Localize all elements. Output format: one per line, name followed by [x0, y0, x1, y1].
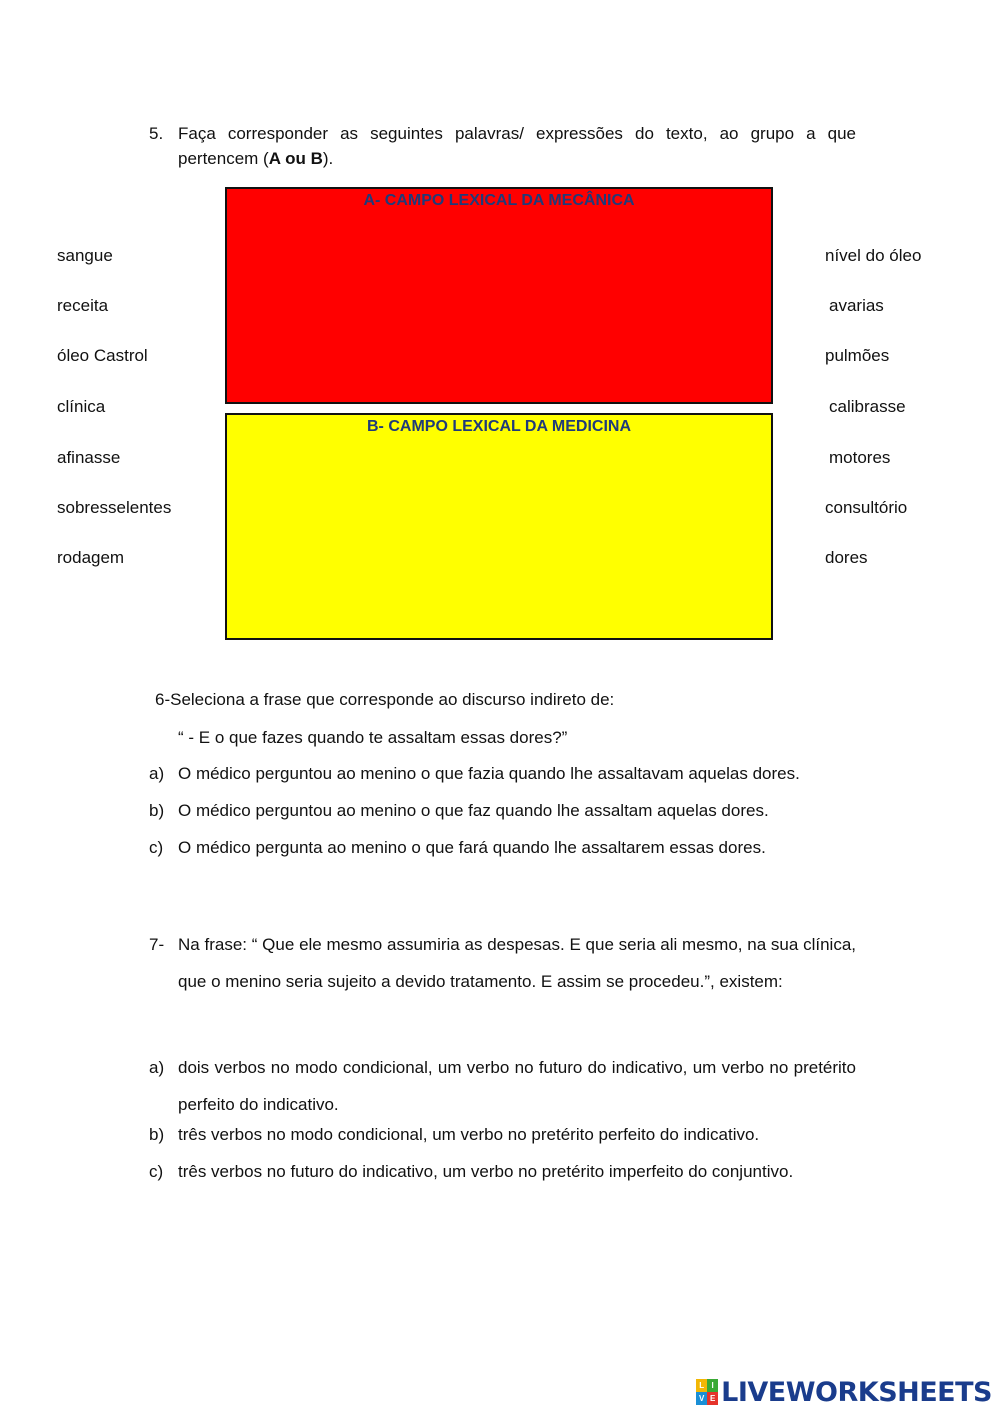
word-right-4[interactable]: calibrasse — [829, 397, 906, 416]
word-right-7[interactable]: dores — [825, 548, 868, 567]
question-5-line2: pertencem (A ou B). — [178, 149, 334, 168]
word-left-1[interactable]: sangue — [57, 246, 113, 265]
question-7-text: Na frase: “ Que ele mesmo assumiria as despesas. E que seria ali mesmo, na sua clínica, que o menino seria sujeito a devido tratamento. E assim se procedeu.”, existem: — [178, 935, 856, 991]
liveworksheets-logo-text: LIVEWORKSHEETS — [721, 1376, 992, 1408]
question-6-title: 6-Seleciona a frase que corresponde ao discurso indireto de: — [155, 690, 615, 709]
word-left-5[interactable]: afinasse — [57, 448, 121, 467]
box-a-title: A- CAMPO LEXICAL DA MECÂNICA — [363, 192, 635, 209]
option-label: c) — [149, 1162, 164, 1181]
question-5-line1: Faça corresponder as seguintes palavras/ expressões do texto, ao grupo a que — [178, 124, 856, 143]
question-7-option-a[interactable] — [149, 1049, 856, 1123]
word-right-1[interactable]: nível do óleo — [825, 246, 922, 265]
option-text: três verbos no modo condicional, um verbo no pretérito perfeito do indicativo. — [178, 1125, 760, 1144]
option-label: a) — [149, 764, 165, 783]
word-right-5[interactable]: motores — [829, 448, 891, 467]
liveworksheets-logo[interactable] — [696, 1374, 992, 1410]
option-text: O médico perguntou ao menino o que fazia quando lhe assaltavam aquelas dores. — [178, 764, 800, 783]
option-label: b) — [149, 1125, 165, 1144]
question-5-number: 5. — [149, 124, 164, 143]
word-left-2[interactable]: receita — [57, 296, 109, 315]
question-7-number: 7- — [149, 935, 165, 954]
drop-box-mecanica[interactable] — [225, 187, 773, 404]
box-b-title: B- CAMPO LEXICAL DA MEDICINA — [367, 418, 631, 435]
option-text: dois verbos no modo condicional, um verbo no futuro do indicativo, um verbo no pretérito perfeito do indicativo. — [178, 1058, 856, 1114]
option-text: O médico perguntou ao menino o que faz quando lhe assaltam aquelas dores. — [178, 801, 769, 820]
drop-box-medicina[interactable] — [225, 413, 773, 640]
question-7 — [149, 926, 856, 1000]
word-right-2[interactable]: avarias — [829, 296, 884, 315]
option-label: b) — [149, 801, 165, 820]
question-6-quote: “ - E o que fazes quando te assaltam essas dores?” — [178, 728, 568, 747]
word-left-6[interactable]: sobresselentes — [57, 498, 172, 517]
word-right-3[interactable]: pulmões — [825, 346, 890, 365]
word-left-4[interactable]: clínica — [57, 397, 106, 416]
option-text: O médico pergunta ao menino o que fará quando lhe assaltarem essas dores. — [178, 838, 766, 857]
liveworksheets-logo-icon: L I V E — [696, 1379, 718, 1405]
option-text: três verbos no futuro do indicativo, um verbo no pretérito imperfeito do conjuntivo. — [178, 1162, 794, 1181]
word-left-3[interactable]: óleo Castrol — [57, 346, 148, 365]
option-label: a) — [149, 1058, 165, 1077]
word-left-7[interactable]: rodagem — [57, 548, 125, 567]
option-label: c) — [149, 838, 164, 857]
word-right-6[interactable]: consultório — [825, 498, 908, 517]
question-5 — [149, 121, 856, 171]
